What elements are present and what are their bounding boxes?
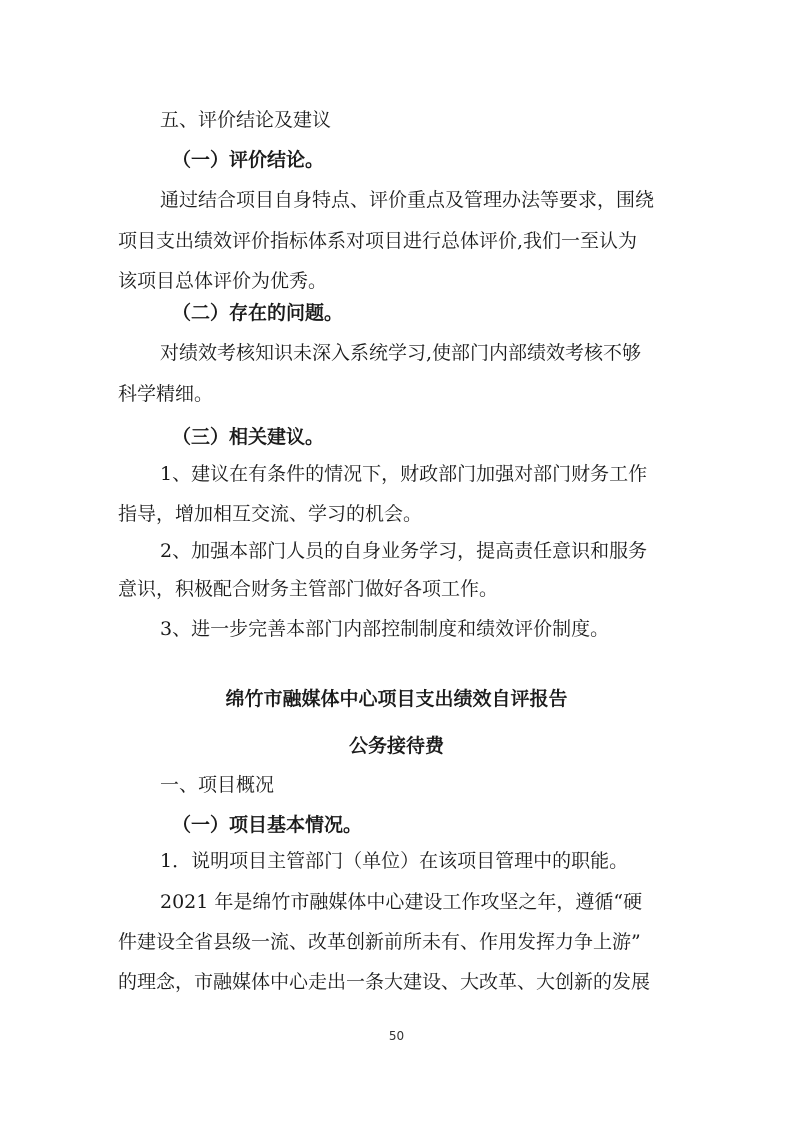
paragraph-line: 该项目总体评价为优秀。 bbox=[118, 270, 328, 292]
paragraph-line: 件建设全省县级一流、改革创新前所未有、作用发挥力争上游” bbox=[118, 931, 641, 953]
page-number: 50 bbox=[388, 1029, 405, 1043]
subsection-title: （二）存在的问题。 bbox=[172, 302, 344, 324]
report-title: 绵竹市融媒体中心项目支出绩效自评报告 bbox=[225, 688, 568, 710]
paragraph-line: 2、加强本部门人员的自身业务学习，提高责任意识和服务 bbox=[160, 540, 648, 562]
subsection-title: （三）相关建议。 bbox=[172, 426, 325, 448]
section-heading: 五、评价结论及建议 bbox=[160, 109, 332, 131]
paragraph-line: 对绩效考核知识未深入系统学习,使部门内部绩效考核不够 bbox=[160, 342, 642, 364]
subsection-title: （一）评价结论。 bbox=[172, 149, 325, 171]
subsection-title: （一）项目基本情况。 bbox=[172, 814, 363, 836]
report-subtitle: 公务接待费 bbox=[348, 735, 444, 757]
paragraph-line: 指导，增加相互交流、学习的机会。 bbox=[118, 503, 423, 525]
section-heading: 一、项目概况 bbox=[160, 774, 275, 796]
paragraph-line: 科学精细。 bbox=[118, 383, 214, 405]
paragraph-line: 的理念，市融媒体中心走出一条大建设、大改革、大创新的发展 bbox=[118, 971, 651, 993]
paragraph-line: 2021 年是绵竹市融媒体中心建设工作攻坚之年，遵循“硬 bbox=[160, 891, 643, 913]
paragraph-line: 1．说明项目主管部门（单位）在该项目管理中的职能。 bbox=[160, 850, 629, 872]
paragraph-line: 1、建议在有条件的情况下，财政部门加强对部门财务工作 bbox=[160, 463, 648, 485]
paragraph-line: 3、进一步完善本部门内部控制制度和绩效评价制度。 bbox=[160, 618, 610, 640]
paragraph-line: 通过结合项目自身特点、评价重点及管理办法等要求，围绕 bbox=[160, 189, 655, 211]
paragraph-line: 意识，积极配合财务主管部门做好各项工作。 bbox=[118, 578, 499, 600]
paragraph-line: 项目支出绩效评价指标体系对项目进行总体评价,我们一至认为 bbox=[118, 230, 638, 252]
